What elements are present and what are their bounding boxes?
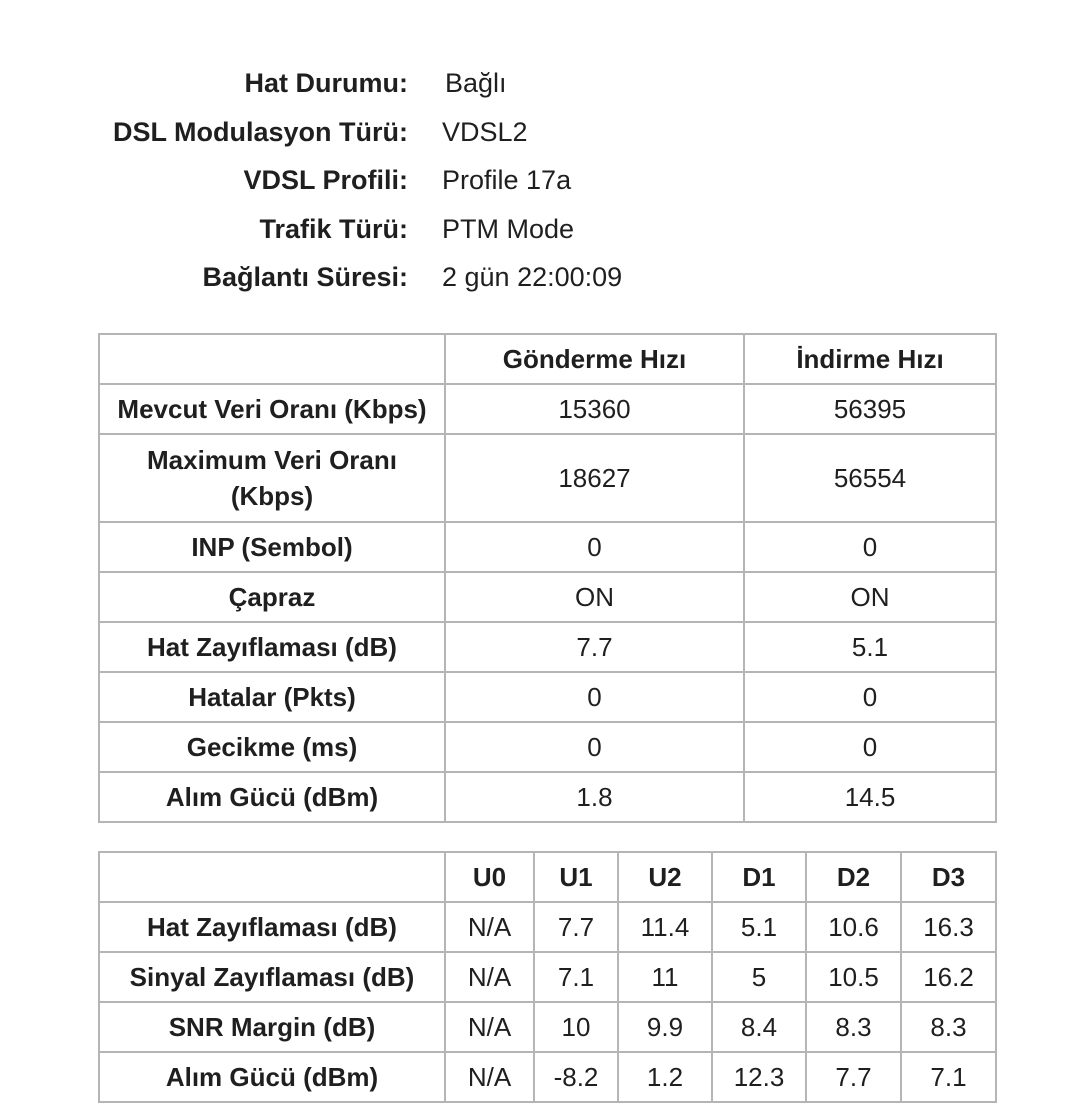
profile-value: Profile 17a: [442, 165, 572, 195]
status-row-profile: [0, 157, 1080, 206]
table-row: [99, 902, 996, 952]
download-value: 56554: [744, 434, 996, 522]
traffic-value: PTM Mode: [442, 213, 575, 244]
upload-value: 15360: [445, 384, 744, 434]
row-label: Mevcut Veri Oranı (Kbps): [99, 384, 445, 434]
upload-value: 0: [445, 522, 744, 572]
band-value-u1: -8.2: [534, 1052, 618, 1102]
status-row-uptime: [0, 254, 1080, 303]
download-value: 0: [744, 722, 996, 772]
status-row-traffic: [0, 206, 1080, 255]
rate-header-empty: [99, 334, 445, 384]
table-row: [99, 1052, 996, 1102]
row-label: Hat Zayıflaması (dB): [99, 902, 445, 952]
band-value-d3: 16.3: [901, 902, 996, 952]
band-header-u2: U2: [618, 852, 712, 902]
band-value-d2: 8.3: [806, 1002, 901, 1052]
upload-value: 0: [445, 722, 744, 772]
band-value-u1: 7.1: [534, 952, 618, 1002]
row-label: INP (Sembol): [99, 522, 445, 572]
table-row: [99, 522, 996, 572]
band-value-u0: N/A: [445, 1002, 534, 1052]
band-value-u2: 9.9: [618, 1002, 712, 1052]
band-value-u2: 1.2: [618, 1052, 712, 1102]
band-value-d1: 5: [712, 952, 806, 1002]
download-value: 5.1: [744, 622, 996, 672]
table-row: [99, 622, 996, 672]
line-status-label: Hat Durumu:: [244, 68, 408, 98]
rate-header-upload: Gönderme Hızı: [445, 334, 744, 384]
upload-value: 0: [445, 672, 744, 722]
profile-label: VDSL Profili:: [243, 165, 408, 195]
upload-value: 18627: [445, 434, 744, 522]
line-status-value: Bağlı: [445, 68, 507, 98]
band-value-d2: 10.6: [806, 902, 901, 952]
row-label: Sinyal Zayıflaması (dB): [99, 952, 445, 1002]
row-label: Alım Gücü (dBm): [99, 1052, 445, 1102]
table-row: [99, 952, 996, 1002]
band-value-d1: 8.4: [712, 1002, 806, 1052]
table-row: [99, 384, 996, 434]
table-row: [99, 672, 996, 722]
row-label: Maximum Veri Oranı (Kbps): [99, 434, 445, 522]
uptime-label: Bağlantı Süresi:: [202, 262, 408, 292]
band-value-u0: N/A: [445, 902, 534, 952]
download-value: 0: [744, 522, 996, 572]
rate-table: [98, 333, 997, 823]
modulation-label: DSL Modulasyon Türü:: [113, 116, 408, 147]
row-label: SNR Margin (dB): [99, 1002, 445, 1052]
band-value-u0: N/A: [445, 952, 534, 1002]
row-label: Hatalar (Pkts): [99, 672, 445, 722]
band-header-d2: D2: [806, 852, 901, 902]
table-row: [99, 722, 996, 772]
band-value-d3: 16.2: [901, 952, 996, 1002]
traffic-label: Trafik Türü:: [259, 213, 408, 244]
band-value-u0: N/A: [445, 1052, 534, 1102]
band-value-d1: 12.3: [712, 1052, 806, 1102]
table-row: [99, 434, 996, 522]
uptime-value: 2 gün 22:00:09: [442, 262, 623, 292]
table-row: [99, 1002, 996, 1052]
band-header-u0: U0: [445, 852, 534, 902]
band-value-d1: 5.1: [712, 902, 806, 952]
band-table: [98, 851, 997, 1103]
modulation-value: VDSL2: [442, 116, 528, 147]
upload-value: 7.7: [445, 622, 744, 672]
line-status-panel: [0, 60, 1080, 303]
band-value-u2: 11: [618, 952, 712, 1002]
band-header-empty: [99, 852, 445, 902]
row-label: Çapraz: [99, 572, 445, 622]
band-header-u1: U1: [534, 852, 618, 902]
row-label: Gecikme (ms): [99, 722, 445, 772]
row-label: Hat Zayıflaması (dB): [99, 622, 445, 672]
status-row-modulation: [0, 109, 1080, 158]
download-value: ON: [744, 572, 996, 622]
band-value-d2: 10.5: [806, 952, 901, 1002]
rate-table-header: [99, 334, 996, 384]
rate-header-download: İndirme Hızı: [744, 334, 996, 384]
band-header-d1: D1: [712, 852, 806, 902]
row-label: Alım Gücü (dBm): [99, 772, 445, 822]
download-value: 56395: [744, 384, 996, 434]
table-row: [99, 772, 996, 822]
band-value-u2: 11.4: [618, 902, 712, 952]
band-value-u1: 10: [534, 1002, 618, 1052]
band-value-d3: 8.3: [901, 1002, 996, 1052]
upload-value: ON: [445, 572, 744, 622]
download-value: 0: [744, 672, 996, 722]
band-table-header: [99, 852, 996, 902]
status-row-line-status: [0, 60, 1080, 109]
upload-value: 1.8: [445, 772, 744, 822]
band-value-d3: 7.1: [901, 1052, 996, 1102]
band-value-d2: 7.7: [806, 1052, 901, 1102]
table-row: [99, 572, 996, 622]
band-header-d3: D3: [901, 852, 996, 902]
band-value-u1: 7.7: [534, 902, 618, 952]
download-value: 14.5: [744, 772, 996, 822]
